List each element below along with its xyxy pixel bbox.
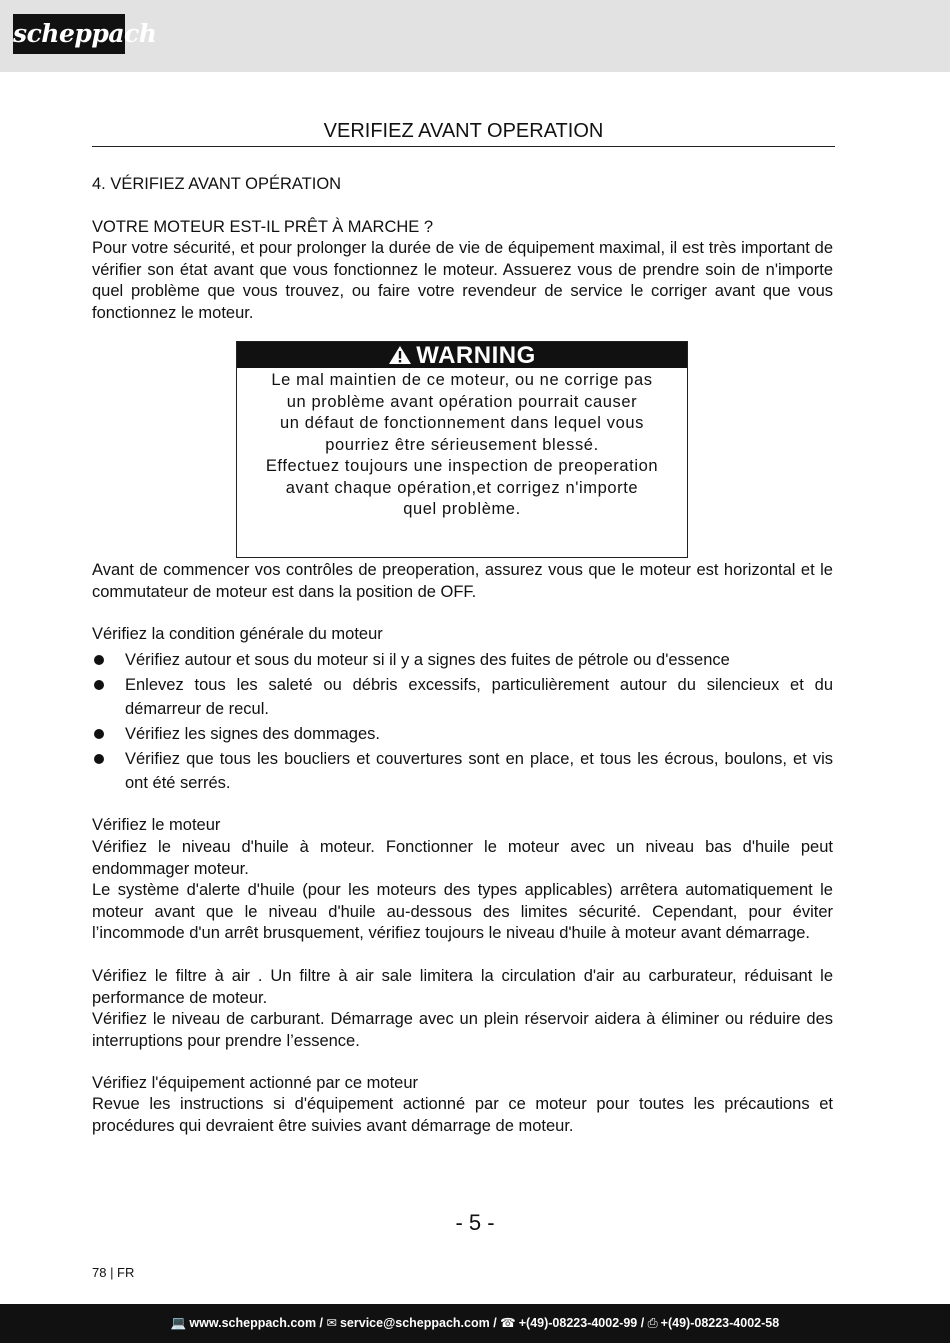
warning-line: Le mal maintien de ce moteur, ou ne corrige pas — [271, 371, 653, 389]
header-bar — [0, 0, 950, 72]
list-item: Vérifiez que tous les boucliers et couvertures sont en place, et tous les écrous, boulons, et vis ont été serrés. — [92, 747, 833, 795]
equipment-check-heading: Vérifiez l'équipement actionné par ce moteur — [92, 1074, 418, 1092]
equipment-text: Revue les instructions si d'équipement actionné par ce moteur pour toutes les précautions et procédures qui devraient être suivies avant démarrage de moteur. — [92, 1095, 833, 1135]
footer-bar: 💻 www.scheppach.com / ✉ service@scheppach.com / ☎ +(49)-08223-4002-99 / ⎙ +(49)-08223-4002-58 — [0, 1304, 950, 1343]
footer-email[interactable]: service@scheppach.com — [339, 1316, 490, 1330]
bullet-icon — [94, 729, 104, 739]
bullet-icon — [94, 680, 104, 690]
engine-paragraph: Vérifiez le niveau de carburant. Démarrage avec un plein réservoir aidera à éliminer ou réduire des interruptions pour prendre l’essence. — [92, 1010, 833, 1050]
list-item: Vérifiez les signes des dommages. — [92, 722, 833, 746]
warning-triangle-icon — [388, 345, 412, 365]
intro-text: Pour votre sécurité, et pour prolonger la durée de vie de équipement maximal, il est très important de vérifier son état avant que vous fonctionnez le moteur. Assuerez vous de prendre soin de n'importe quel problème que vous trouvez, ou faire votre revendeur de service le corriger avant que vous fonctionnez le moteur. — [92, 239, 833, 322]
intro-question: VOTRE MOTEUR EST-IL PRÊT À MARCHE ? — [92, 218, 434, 236]
warning-line: un défaut de fonctionnement dans lequel vous — [280, 414, 644, 432]
footer-phone: +(49)-08223-4002-99 — [518, 1316, 638, 1330]
warning-line: un problème avant opération pourrait causer — [286, 392, 638, 411]
title-divider — [92, 146, 835, 147]
fax-icon: ⎙ — [647, 1316, 658, 1330]
warning-line: avant chaque opération,et corrigez n'importe — [285, 478, 639, 497]
email-icon: ✉ — [326, 1316, 337, 1330]
bullet-icon — [94, 754, 104, 764]
phone-icon: ☎ — [500, 1316, 516, 1330]
engine-paragraph: Vérifiez le filtre à air . Un filtre à air sale limitera la circulation d'air au carburateur, réduisant le performance de moteur. — [92, 967, 833, 1007]
footer-website[interactable]: www.scheppach.com — [189, 1316, 317, 1330]
list-item: Vérifiez autour et sous du moteur si il y a signes des fuites de pétrole ou d'essence — [92, 648, 833, 672]
page-number: - 5 - — [455, 1210, 495, 1235]
warning-label: WARNING — [416, 342, 536, 369]
warning-text — [237, 368, 687, 521]
engine-paragraph: Vérifiez le niveau d'huile à moteur. Fonctionner le moteur avec un niveau bas d'huile peut endommager moteur. — [92, 838, 833, 878]
page-title: VERIFIEZ AVANT OPERATION — [323, 120, 604, 142]
section-heading: 4. VÉRIFIEZ AVANT OPÉRATION — [92, 175, 342, 193]
warning-header — [237, 342, 687, 368]
page-reference: 78 | FR — [92, 1265, 135, 1280]
general-condition-list — [92, 648, 833, 796]
warning-line: Effectuez toujours une inspection de preoperation — [265, 457, 659, 475]
warning-line: pourriez être sérieusement blessé. — [325, 435, 599, 454]
engine-paragraph: Le système d'alerte d'huile (pour les moteurs des types applicables) arrêtera automatiquement le moteur avant que le niveau d'huile au-dessous des limites sécurité. Cependant, pour éviter l’incommode d'un arrêt brusquement, vérifiez toujours le niveau d'huile à moteur avant démarrage. — [92, 881, 833, 942]
computer-icon: 💻 — [170, 1316, 187, 1330]
preoperation-text: Avant de commencer vos contrôles de preoperation, assurez vous que le moteur est horizontal et le commutateur de moteur est dans la position de OFF. — [92, 561, 833, 601]
warning-line: quel problème. — [403, 500, 521, 518]
warning-box — [236, 341, 688, 558]
engine-check-heading: Vérifiez le moteur — [92, 816, 221, 834]
scheppach-logo: scheppach — [13, 14, 125, 54]
bullet-icon — [94, 655, 104, 665]
general-condition-heading: Vérifiez la condition générale du moteur — [92, 625, 383, 643]
list-item: Enlevez tous les saleté ou débris excessifs, particulièrement autour du silencieux et du démarreur de recul. — [92, 673, 833, 721]
footer-fax: +(49)-08223-4002-58 — [660, 1316, 780, 1330]
